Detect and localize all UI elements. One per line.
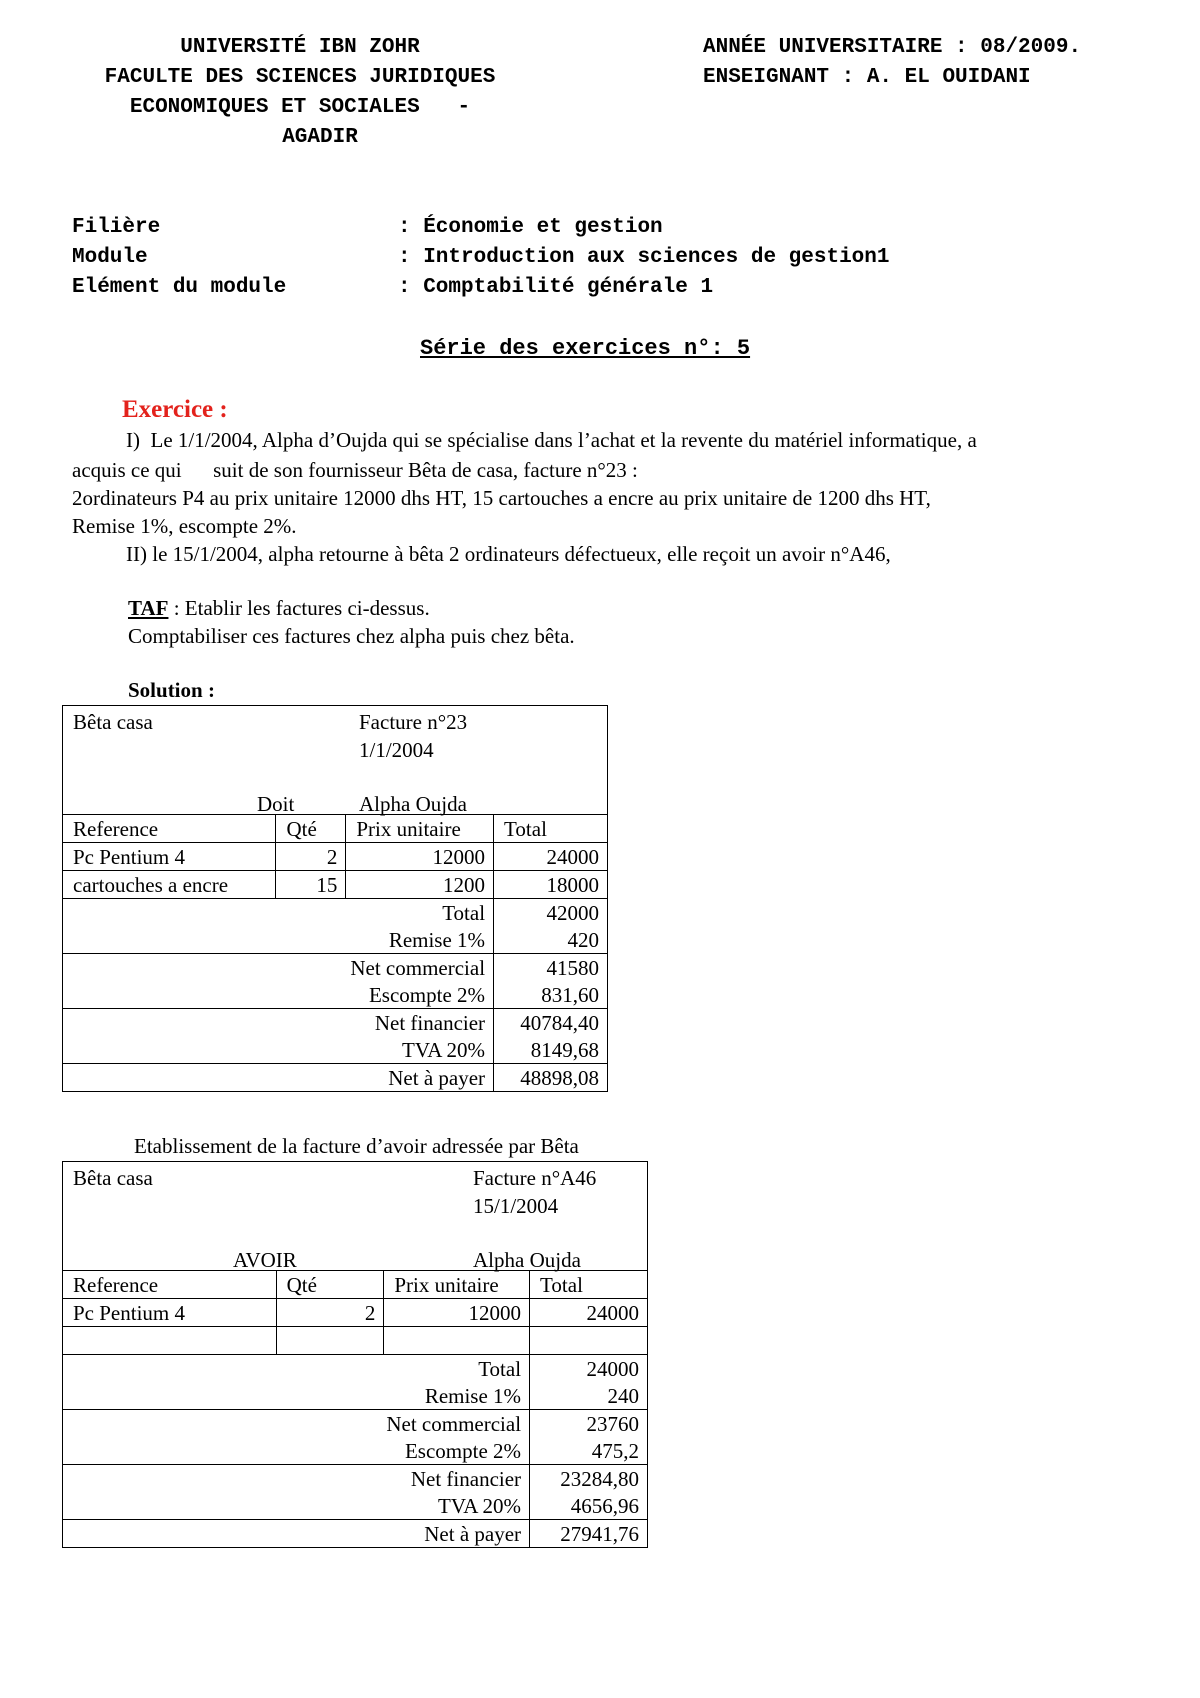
net-financier-value: 40784,40 — [494, 1009, 608, 1037]
net-commercial-value: 41580 — [494, 954, 608, 982]
exercise-p2: II) le 15/1/2004, alpha retourne à bêta 2 ordinateurs défectueux, elle reçoit un avoir n°A46, — [126, 542, 891, 566]
col-header-total: Total — [530, 1271, 648, 1299]
invoice-header-row — [63, 1162, 648, 1271]
row-total: 24000 — [494, 843, 608, 871]
net-a-payer-row — [63, 1520, 648, 1548]
net-financier-label: Net financier — [63, 1009, 494, 1037]
invoice-buyer: Alpha Oujda — [359, 792, 467, 816]
total-row — [63, 899, 608, 927]
col-header-price: Prix unitaire — [346, 815, 494, 843]
solution-label: Solution : — [128, 678, 215, 702]
element-label: Elément du module — [72, 276, 287, 299]
tva-value: 4656,96 — [530, 1492, 648, 1520]
col-header-total: Total — [494, 815, 608, 843]
row-ref: cartouches a encre — [63, 871, 276, 899]
total-value: 24000 — [530, 1355, 648, 1383]
row-qty: 2 — [276, 1299, 384, 1327]
invoice-table-1 — [62, 705, 608, 1092]
net-commercial-label: Net commercial — [63, 1410, 530, 1438]
remise-row — [63, 926, 608, 954]
net-a-payer-label: Net à payer — [63, 1520, 530, 1548]
escompte-value: 831,60 — [494, 981, 608, 1009]
invoice-number: Facture n°A46 — [473, 1166, 597, 1190]
total-label: Total — [63, 1355, 530, 1383]
col-header-qty: Qté — [276, 815, 346, 843]
escompte-value: 475,2 — [530, 1437, 648, 1465]
faculty-line-1: FACULTE DES SCIENCES JURIDIQUES — [104, 66, 496, 89]
table-row — [63, 871, 608, 899]
invoice-seller: Bêta casa — [73, 710, 153, 734]
table-header-row — [63, 1271, 648, 1299]
net-commercial-row — [63, 954, 608, 982]
net-financier-label: Net financier — [63, 1465, 530, 1493]
row-qty: 2 — [276, 843, 346, 871]
table-header-row — [63, 815, 608, 843]
faculty-line-2: ECONOMIQUES ET SOCIALES - — [129, 96, 471, 119]
net-financier-row — [63, 1009, 608, 1037]
tva-label: TVA 20% — [63, 1036, 494, 1064]
total-label: Total — [63, 899, 494, 927]
net-a-payer-row — [63, 1064, 608, 1092]
empty-cell — [276, 1327, 384, 1355]
col-header-qty: Qté — [276, 1271, 384, 1299]
invoice-header-row — [63, 706, 608, 815]
remise-value: 240 — [530, 1382, 648, 1410]
invoice-seller: Bêta casa — [73, 1166, 153, 1190]
taf-line — [128, 596, 430, 621]
col-header-reference: Reference — [63, 1271, 277, 1299]
col-header-reference: Reference — [63, 815, 276, 843]
invoice-table-2 — [62, 1161, 648, 1548]
empty-cell — [63, 1327, 277, 1355]
net-a-payer-value: 48898,08 — [494, 1064, 608, 1092]
table-row — [63, 843, 608, 871]
total-value: 42000 — [494, 899, 608, 927]
module-value: : Introduction aux sciences de gestion1 — [398, 246, 890, 269]
tva-row — [63, 1492, 648, 1520]
remise-label: Remise 1% — [63, 926, 494, 954]
avoir-caption: Etablissement de la facture d’avoir adressée par Bêta — [134, 1134, 579, 1158]
teacher: ENSEIGNANT : A. EL OUIDANI — [703, 66, 1031, 89]
exercise-p1-line4: Remise 1%, escompte 2%. — [72, 514, 297, 538]
invoice-buyer: Alpha Oujda — [473, 1248, 581, 1272]
row-ref: Pc Pentium 4 — [63, 1299, 277, 1327]
net-financier-row — [63, 1465, 648, 1493]
col-header-price: Prix unitaire — [384, 1271, 530, 1299]
tva-row — [63, 1036, 608, 1064]
invoice-number: Facture n°23 — [359, 710, 468, 734]
exercise-title: Exercice : — [122, 396, 228, 423]
row-ref: Pc Pentium 4 — [63, 843, 276, 871]
serie-title: Série des exercices n°: 5 — [420, 336, 751, 361]
net-a-payer-label: Net à payer — [63, 1064, 494, 1092]
filiere-value: : Économie et gestion — [398, 216, 663, 239]
exercise-p1-line1: I) Le 1/1/2004, Alpha d’Oujda qui se spécialise dans l’achat et la revente du matériel informatique, a — [126, 428, 977, 452]
invoice-date: 1/1/2004 — [359, 738, 434, 762]
row-price: 12000 — [346, 843, 494, 871]
row-price: 12000 — [384, 1299, 530, 1327]
taf-label: TAF — [128, 596, 169, 620]
remise-value: 420 — [494, 926, 608, 954]
escompte-row — [63, 981, 608, 1009]
remise-label: Remise 1% — [63, 1382, 530, 1410]
net-commercial-row — [63, 1410, 648, 1438]
tva-value: 8149,68 — [494, 1036, 608, 1064]
module-label: Module — [72, 246, 148, 269]
row-price: 1200 — [346, 871, 494, 899]
invoice-avoir: AVOIR — [233, 1248, 297, 1272]
element-value: : Comptabilité générale 1 — [398, 276, 714, 299]
taf-text: : Etablir les factures ci-dessus. — [168, 596, 430, 620]
table-row — [63, 1299, 648, 1327]
escompte-row — [63, 1437, 648, 1465]
escompte-label: Escompte 2% — [63, 981, 494, 1009]
filiere-label: Filière — [72, 216, 161, 239]
empty-row — [63, 1327, 648, 1355]
empty-cell — [384, 1327, 530, 1355]
net-financier-value: 23284,80 — [530, 1465, 648, 1493]
remise-row — [63, 1382, 648, 1410]
escompte-label: Escompte 2% — [63, 1437, 530, 1465]
row-total: 24000 — [530, 1299, 648, 1327]
net-commercial-label: Net commercial — [63, 954, 494, 982]
net-a-payer-value: 27941,76 — [530, 1520, 648, 1548]
total-row — [63, 1355, 648, 1383]
empty-cell — [530, 1327, 648, 1355]
net-commercial-value: 23760 — [530, 1410, 648, 1438]
university-name: UNIVERSITÉ IBN ZOHR — [180, 36, 420, 59]
tva-label: TVA 20% — [63, 1492, 530, 1520]
taf-line-2: Comptabiliser ces factures chez alpha puis chez bêta. — [128, 624, 575, 648]
academic-year: ANNÉE UNIVERSITAIRE : 08/2009. — [703, 36, 1082, 59]
exercise-p1-line3: 2ordinateurs P4 au prix unitaire 12000 dhs HT, 15 cartouches a encre au prix unitaire de 1200 dhs HT, — [72, 486, 931, 510]
invoice-date: 15/1/2004 — [473, 1194, 559, 1218]
exercise-p1-line2: acquis ce qui suit de son fournisseur Bêta de casa, facture n°23 : — [72, 458, 638, 482]
city: AGADIR — [282, 126, 358, 149]
row-total: 18000 — [494, 871, 608, 899]
invoice-doit: Doit — [257, 792, 295, 816]
row-qty: 15 — [276, 871, 346, 899]
